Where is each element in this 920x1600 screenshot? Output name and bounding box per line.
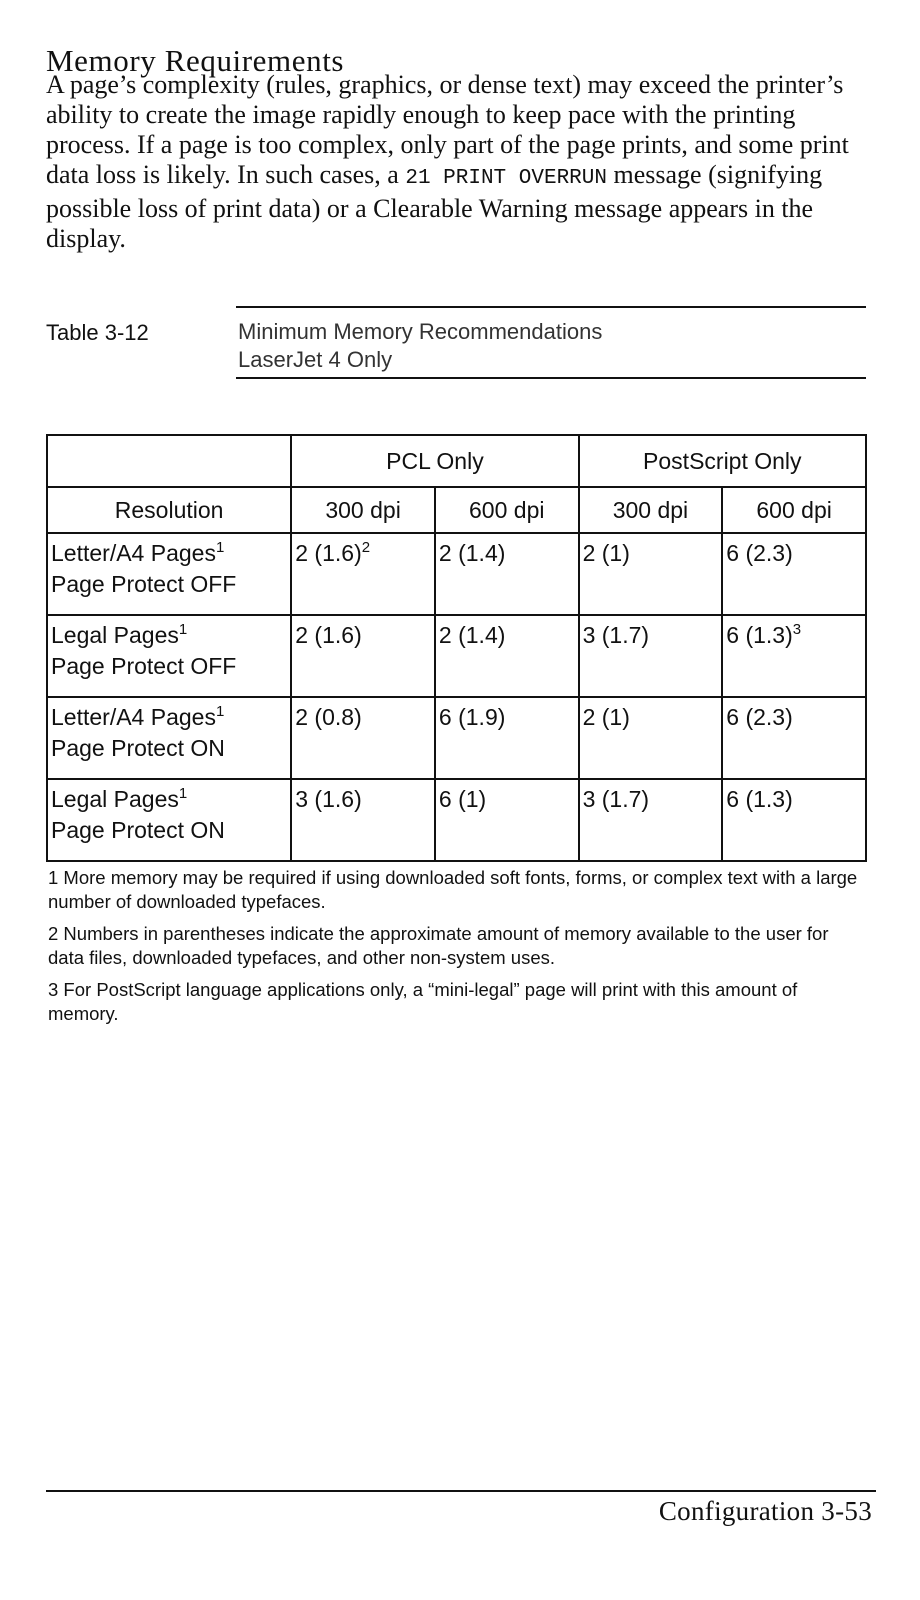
table-cell — [579, 779, 723, 861]
footnote-ref: 1 — [215, 539, 225, 556]
table-cell — [722, 779, 866, 861]
table-cell — [291, 779, 435, 861]
cell-value: 2 (1.6) — [295, 540, 362, 566]
intro-text-before: A page’s complexity (rules, graphics, or dense text) may exceed the printer’s ability to create the image rapidly enough to keep pace with the printing process. If a page is too complex, only part of the page prints, and some print data loss is likely. In such cases, a — [46, 70, 849, 189]
row-label-cell — [47, 697, 291, 779]
cell-value: 3 (1.7) — [582, 622, 650, 648]
footnote-ref: 1 — [215, 703, 225, 720]
cell-value: 6 (1.3) — [726, 786, 793, 812]
row-label: Legal Pages — [51, 622, 179, 648]
table-cell — [291, 697, 435, 779]
cell-value: 6 (2.3) — [726, 540, 793, 566]
row-label: Letter/A4 Pages — [51, 704, 216, 730]
table-cell — [435, 697, 579, 779]
table-cell — [435, 779, 579, 861]
cell-value: 2 (1.6) — [295, 622, 362, 648]
message-code: 21 PRINT OVERRUN — [405, 167, 607, 190]
group-header-postscript: PostScript Only — [579, 435, 866, 487]
resolution-pcl-300: 300 dpi — [291, 487, 435, 533]
table-number: Table 3-12 — [46, 320, 149, 345]
table-group-header-row — [47, 435, 866, 487]
cell-value: 6 (1) — [438, 786, 487, 812]
footnote-2: 2 Numbers in parentheses indicate the approximate amount of memory available to the user for data files, downloaded typefaces, and other non-system uses. — [48, 923, 829, 968]
memory-table — [46, 434, 867, 862]
cell-value: 6 (2.3) — [726, 704, 793, 730]
table-cell — [722, 533, 866, 615]
intro-paragraph — [46, 70, 876, 254]
cell-value: 2 (1) — [582, 704, 630, 730]
cell-value: 2 (1.4) — [438, 540, 506, 566]
footnote-ref: 2 — [361, 539, 371, 556]
caption-bottom-rule — [236, 377, 866, 379]
group-header-pcl: PCL Only — [291, 435, 578, 487]
cell-value: 6 (1.9) — [438, 704, 506, 730]
table-row — [47, 779, 866, 861]
resolution-ps-300: 300 dpi — [579, 487, 723, 533]
cell-value: 2 (1.4) — [438, 622, 506, 648]
table-cell — [579, 697, 723, 779]
page-footer: Configuration 3-53 — [658, 1496, 872, 1526]
resolution-label: Resolution — [47, 487, 291, 533]
footnote-3: 3 For PostScript language applications only, a “mini-legal” page will print with this amount of memory. — [48, 979, 798, 1024]
table-cell — [435, 533, 579, 615]
section-heading: Memory Requirements — [46, 42, 345, 78]
table-cell — [291, 533, 435, 615]
intro-text-after: message (signifying possible loss of print data) or a Clearable Warning message appears in the display. — [46, 160, 823, 253]
table-cell — [579, 615, 723, 697]
cell-value: 2 (0.8) — [295, 704, 362, 730]
row-sublabel: Page Protect OFF — [51, 653, 237, 679]
table-footnotes — [48, 866, 868, 1034]
row-label-cell — [47, 779, 291, 861]
footnote-ref: 3 — [792, 621, 802, 638]
cell-value: 6 (1.3) — [726, 622, 793, 648]
table-row — [47, 697, 866, 779]
table-cell — [722, 615, 866, 697]
row-sublabel: Page Protect ON — [51, 817, 225, 843]
table-row — [47, 615, 866, 697]
resolution-pcl-600: 600 dpi — [435, 487, 579, 533]
table-cell — [435, 615, 579, 697]
footer-rule — [46, 1490, 876, 1492]
row-label: Legal Pages — [51, 786, 179, 812]
cell-value: 3 (1.7) — [582, 786, 650, 812]
cell-value: 3 (1.6) — [295, 786, 362, 812]
table-cell — [722, 697, 866, 779]
row-label-cell — [47, 533, 291, 615]
caption-top-rule — [236, 306, 866, 308]
footnote-ref: 1 — [178, 621, 188, 638]
empty-corner-cell — [47, 435, 291, 487]
row-label-cell — [47, 615, 291, 697]
table-cell — [579, 533, 723, 615]
row-sublabel: Page Protect OFF — [51, 571, 237, 597]
row-label: Letter/A4 Pages — [51, 540, 216, 566]
table-row — [47, 533, 866, 615]
footnote-1: 1 More memory may be required if using downloaded soft fonts, forms, or complex text with a large number of downloaded typefaces. — [48, 867, 858, 912]
table-cell — [291, 615, 435, 697]
cell-value: 2 (1) — [582, 540, 630, 566]
table-caption — [238, 318, 602, 374]
footnote-ref: 1 — [178, 785, 188, 802]
resolution-ps-600: 600 dpi — [722, 487, 866, 533]
resolution-header-row — [47, 487, 866, 533]
table-caption-subtitle: LaserJet 4 Only — [238, 347, 393, 372]
row-sublabel: Page Protect ON — [51, 735, 225, 761]
table-caption-title: Minimum Memory Recommendations — [238, 319, 603, 344]
